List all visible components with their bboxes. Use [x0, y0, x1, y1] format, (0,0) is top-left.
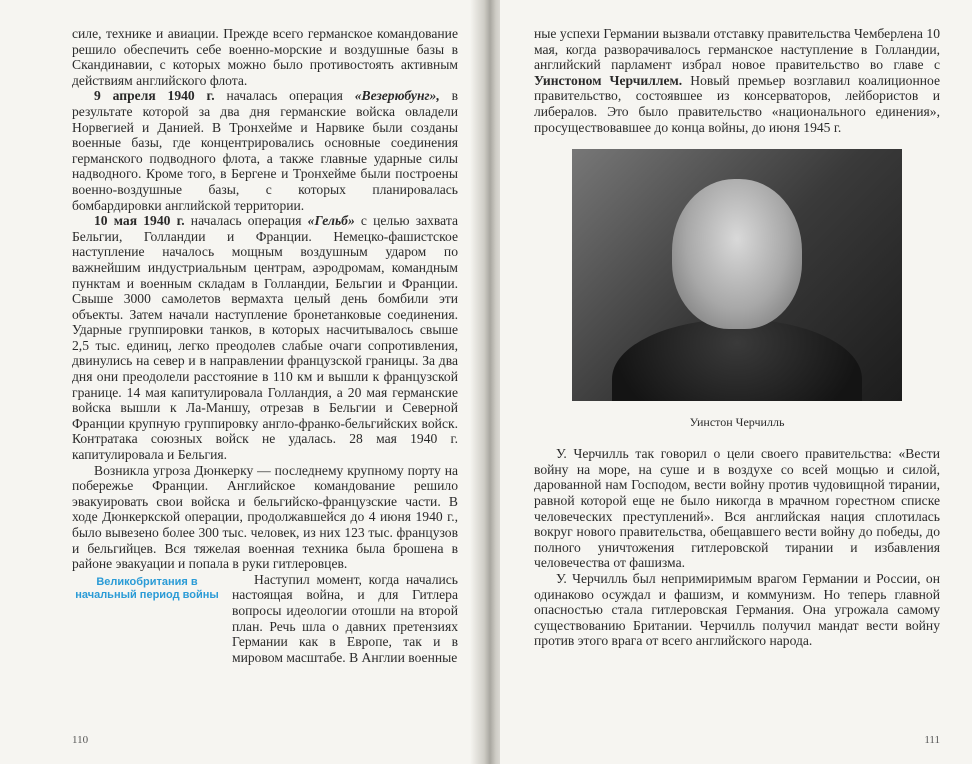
right-text-column	[534, 26, 940, 135]
side-heading: Великобритания в начальный период войны	[75, 575, 219, 601]
paragraph: 9 апреля 1940 г. началась операция «Везерюбунг», в результате которой за два дня германские войска овладели Норвегией и Данией. В Тронхейме и Нарвике были созданы военные базы, где концентрировались основные соединения германского подводного флота, а также главные ударные силы надводного. Кроме того, в Бергене и Тронхейме были построены военно-воздушные базы, с которых планировалась бомбардировки английской территории.	[72, 88, 459, 213]
page-number-right: 111	[924, 734, 940, 746]
right-page	[500, 0, 972, 764]
date-april: 9 апреля 1940 г.	[94, 88, 215, 104]
operation-gelb: «Гельб»	[307, 213, 355, 229]
date-may: 10 мая 1940 г.	[94, 213, 185, 229]
operation-weser: «Везерюбунг»,	[354, 88, 440, 104]
sidebar-block	[72, 572, 458, 666]
churchill-name: Уинстоном Черчиллем.	[534, 72, 683, 88]
page-number-left: 110	[72, 734, 89, 746]
paragraph: 10 мая 1940 г. началась операция «Гельб» с целью захвата Бельгии, Голландии и Франции. Немецко-фашистское наступление началось мощным воздушным ударом по важнейшим индустриальным центрам, аэродромам, командным пунктам и военным складам в Голландии, Бельгии и Франции. Свыше 3000 самолетов вермахта целый день бомбили эти объекты. Затем начали наступление бронетанковые соединения. Ударные группировки танков, в которых насчитывалось свыше 2,5 тыс. единиц, легко преодолев слабые очаги сопротивления, двинулись на север и в направлении французской границы. За два дня они преодолели расстояние в 110 км и вышли к французской границе. 14 мая капитулировала Голландия, а 20 мая германские войска вышли к Ла-Маншу, отрезав в Бельгии и Северной Франции крупную группировку англо-франко-бельгийских войск. Контратака союзных войск не удалась. 28 мая 1940 г. капитулировала и Бельгия.	[72, 213, 458, 463]
paragraph: Наступил момент, когда начались настоящая война, и для Гитлера вопросы идеологии отошли на второй план. Речь шла о давних претензиях Германии как в Европе, так и в мировом масштабе. В Англии военные	[232, 571, 458, 665]
photo-caption: Уинстон Черчилль	[689, 415, 785, 430]
left-text-column	[72, 26, 458, 665]
paragraph: Возникла угроза Дюнкерку — последнему крупному порту на побережье Франции. Английское командование решило эвакуировать свои войска и бельгийско-французские части. В ходе Дюнкеркской операции, продолжавшейся до 4 июня 1940 г., было вывезено более 300 тыс. человек, из них 123 тыс. французов и бельгийцев. Вся тяжелая военная техника была брошена в районе эвакуации и попала в руки гитлеровцев.	[72, 462, 458, 572]
paragraph: У. Черчилль так говорил о цели своего правительства: «Вести войну на море, на суше и в воздухе со всей мощью и силой, дарованной нам Господом, вести войну против чудовищной тирании, равной которой еще не было никогда в мрачном горестном списке человеческих преступлений». Вся английская нация сплотилась вокруг нового правительства, обещавшего вести войну до победы, до полного уничтожения гитлеровской тирании и избавления человечества от фашизма.	[534, 446, 940, 571]
paragraph: У. Черчилль был непримиримым врагом Германии и России, он одинаково осуждал и фашизм, и коммунизм. Но теперь главной опасностью стала гитлеровская Германия. Она угрожала самому существованию Британии. Черчилль получил мандат вести войну против этого врага от всего английского народа.	[534, 570, 940, 649]
paragraph: ные успехи Германии вызвали отставку правительства Чемберлена 10 мая, когда разворачивалось германское наступление в Голландии, английский парламент избрал новое правительство во главе с Уинстоном Черчиллем. Новый премьер возглавил коалиционное правительство, состоявшее из консерваторов, лейбористов и либералов. Это было правительство «национального единения», просуществовавшее до конца войны, до июня 1945 г.	[534, 26, 941, 135]
paragraph: силе, технике и авиации. Прежде всего германское командование решило обеспечить себе военно-морские и воздушные базы в Скандинавии, с которых можно было противостоять активным действиям английского флота.	[72, 26, 458, 88]
churchill-photo	[572, 149, 902, 401]
